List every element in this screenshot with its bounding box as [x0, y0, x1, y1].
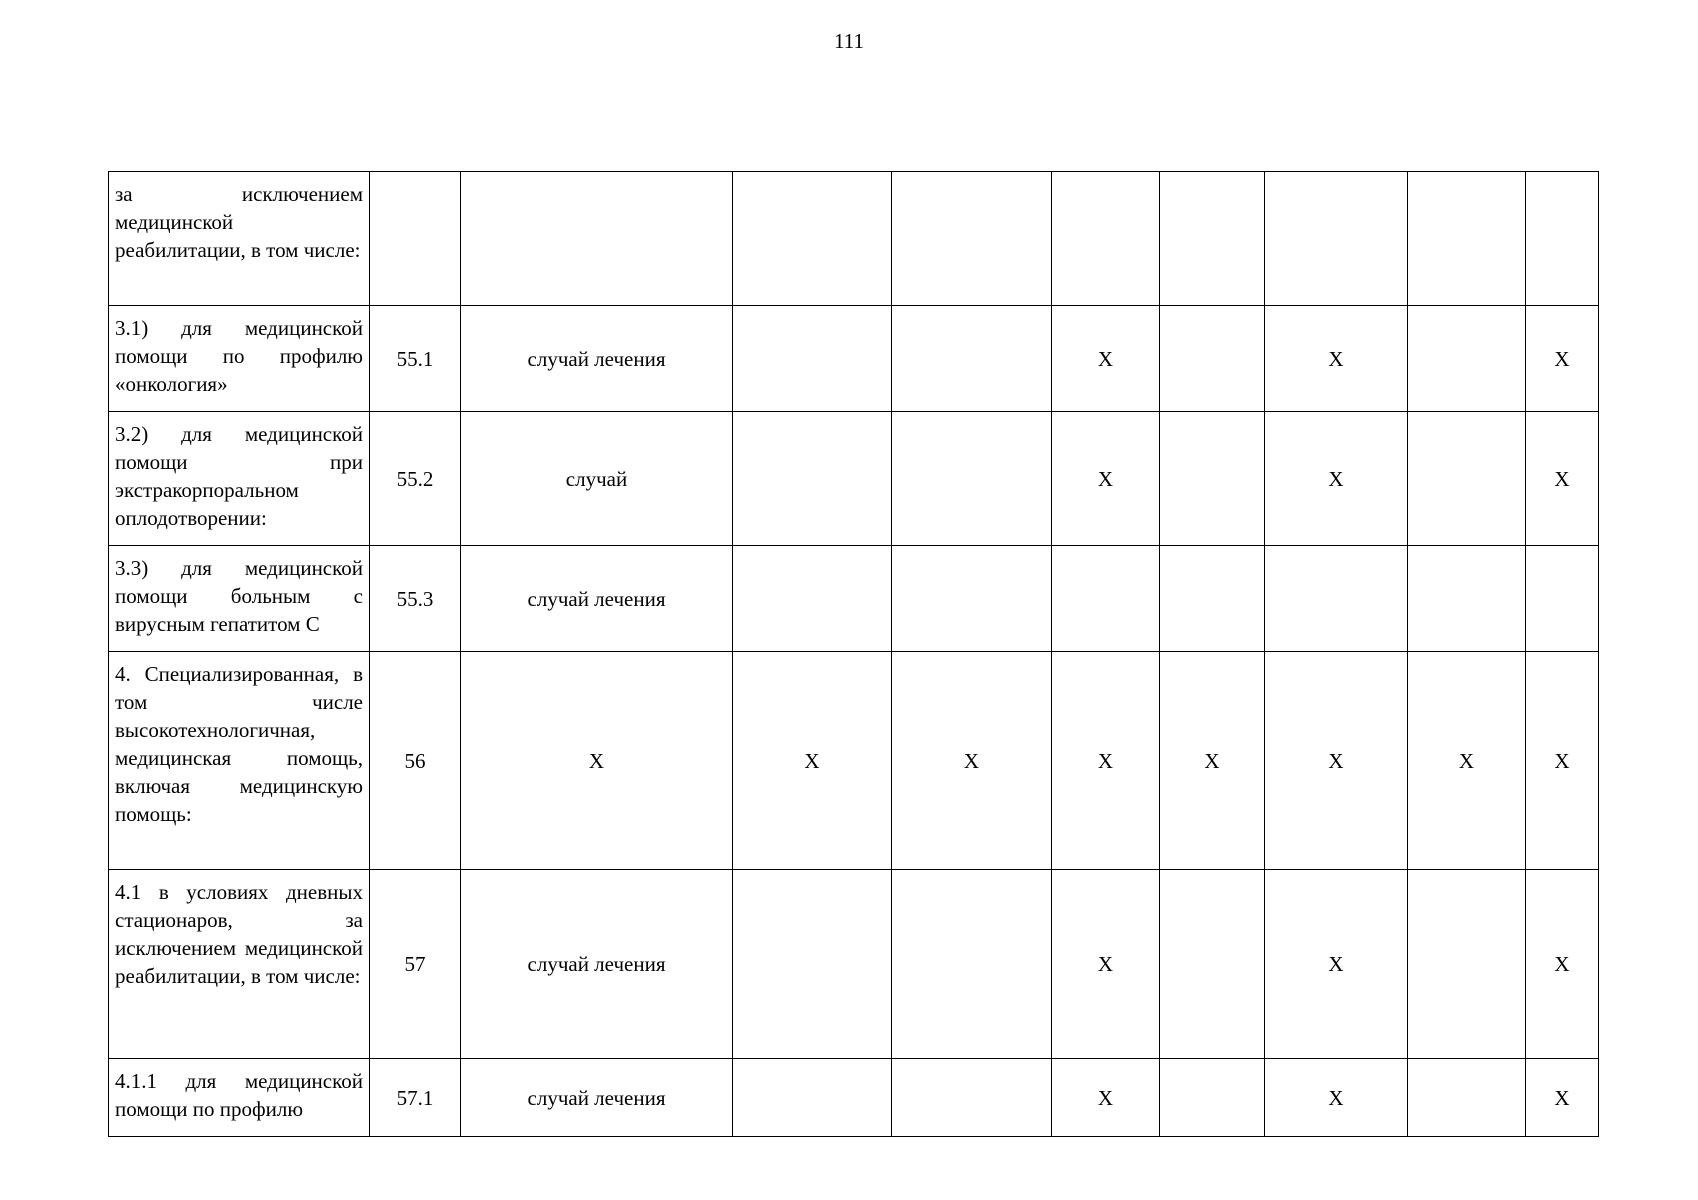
row-name: 3.3) для медицинской помощи больным с вирусным гепатитом С — [115, 556, 363, 636]
value-cell — [1408, 1059, 1526, 1137]
row-name-cell — [109, 870, 370, 1059]
code-cell: 56 — [370, 652, 461, 870]
value-cell — [1408, 870, 1526, 1059]
value-cell — [1160, 546, 1265, 652]
page-number: 111 — [834, 29, 864, 53]
value-cell: X — [1408, 652, 1526, 870]
value-cell: X — [1526, 870, 1599, 1059]
value-cell: X — [1265, 412, 1408, 546]
value-cell: X — [1526, 306, 1599, 412]
value-cell — [1408, 306, 1526, 412]
value-cell — [733, 306, 892, 412]
row-name: 3.2) для медицинской помощи при экстракорпоральном оплодотворении: — [115, 422, 363, 530]
value-cell: X — [892, 652, 1052, 870]
value-cell — [1265, 546, 1408, 652]
value-cell — [1160, 1059, 1265, 1137]
value-cell — [892, 870, 1052, 1059]
value-cell — [892, 412, 1052, 546]
value-cell — [1265, 172, 1408, 306]
row-name-cell — [109, 412, 370, 546]
code-cell — [370, 172, 461, 306]
value-cell: X — [1052, 870, 1160, 1059]
value-cell: X — [1265, 870, 1408, 1059]
row-name-cell — [109, 652, 370, 870]
table-row — [109, 546, 1599, 652]
value-cell: X — [1526, 412, 1599, 546]
value-cell — [892, 306, 1052, 412]
table-row — [109, 652, 1599, 870]
value-cell — [1052, 172, 1160, 306]
value-cell: X — [1052, 306, 1160, 412]
unit-cell: случай — [461, 412, 733, 546]
value-cell — [892, 546, 1052, 652]
value-cell — [892, 1059, 1052, 1137]
value-cell — [1052, 546, 1160, 652]
value-cell — [1160, 412, 1265, 546]
code-cell: 57 — [370, 870, 461, 1059]
code-cell: 55.2 — [370, 412, 461, 546]
unit-cell: случай лечения — [461, 1059, 733, 1137]
value-cell: X — [1526, 652, 1599, 870]
data-table — [108, 171, 1599, 1137]
row-name-cell — [109, 172, 370, 306]
table-row — [109, 306, 1599, 412]
code-cell: 55.1 — [370, 306, 461, 412]
value-cell — [1526, 546, 1599, 652]
row-name: 4.1 в условиях дневных стационаров, за исключением медицинской реабилитации, в том числе: — [115, 880, 363, 988]
code-cell: 57.1 — [370, 1059, 461, 1137]
value-cell — [733, 412, 892, 546]
value-cell: X — [1265, 1059, 1408, 1137]
value-cell — [1526, 172, 1599, 306]
value-cell — [1160, 870, 1265, 1059]
value-cell — [1408, 412, 1526, 546]
value-cell — [892, 172, 1052, 306]
unit-cell: случай лечения — [461, 306, 733, 412]
row-name-cell — [109, 546, 370, 652]
value-cell — [1160, 172, 1265, 306]
value-cell — [733, 870, 892, 1059]
value-cell — [1408, 172, 1526, 306]
row-name: 3.1) для медицинской помощи по профилю «онкология» — [115, 316, 363, 396]
unit-cell — [461, 172, 733, 306]
table-row — [109, 412, 1599, 546]
value-cell: X — [1160, 652, 1265, 870]
value-cell: X — [1052, 412, 1160, 546]
unit-cell: X — [461, 652, 733, 870]
value-cell: X — [1052, 1059, 1160, 1137]
value-cell: X — [1265, 652, 1408, 870]
row-name: 4. Специализированная, в том числе высокотехнологичная, медицинская помощь, включая медицинскую помощь: — [115, 662, 363, 826]
value-cell: X — [1052, 652, 1160, 870]
value-cell — [1160, 306, 1265, 412]
value-cell — [1408, 546, 1526, 652]
table-row — [109, 172, 1599, 306]
value-cell — [733, 1059, 892, 1137]
value-cell: X — [1265, 306, 1408, 412]
table-row — [109, 870, 1599, 1059]
unit-cell: случай лечения — [461, 546, 733, 652]
value-cell — [733, 172, 892, 306]
value-cell — [733, 546, 892, 652]
unit-cell: случай лечения — [461, 870, 733, 1059]
code-cell: 55.3 — [370, 546, 461, 652]
value-cell: X — [733, 652, 892, 870]
row-name-cell — [109, 306, 370, 412]
row-name-cell — [109, 1059, 370, 1137]
value-cell: X — [1526, 1059, 1599, 1137]
row-name: за исключением медицинской реабилитации, в том числе: — [115, 182, 363, 262]
row-name: 4.1.1 для медицинской помощи по профилю — [115, 1069, 363, 1121]
table-row — [109, 1059, 1599, 1137]
